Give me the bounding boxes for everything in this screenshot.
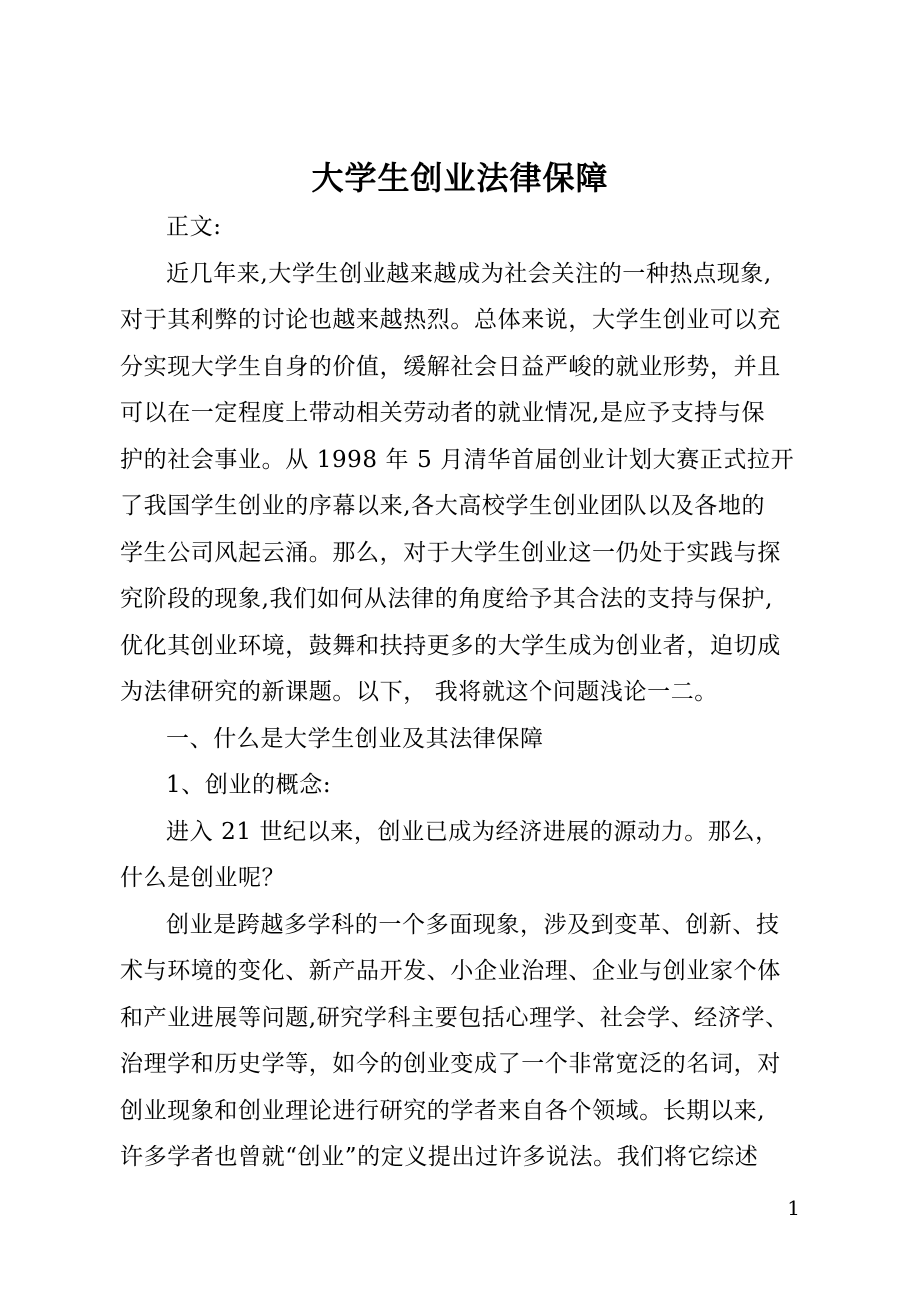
body-line: 为法律研究的新课题。以下， 我将就这个问题浅论一二。 — [120, 679, 718, 705]
body-line: 可以在一定程度上带动相关劳动者的就业情况,是应予支持与保 — [120, 400, 766, 426]
body-line: 分实现大学生自身的价值，缓解社会日益严峻的就业形势，并且 — [120, 353, 781, 380]
body-line-paragraph-2-start: 进入 21 世纪以来，创业已成为经济进展的源动力。那么， — [166, 818, 779, 845]
section-heading-1: 一、什么是大学生创业及其法律保障 — [166, 725, 544, 752]
body-line: 对于其利弊的讨论也越来越热烈。总体来说，大学生创业可以充 — [120, 307, 781, 333]
subsection-heading-1: 1、创业的概念: — [166, 772, 332, 798]
body-line: 学生公司风起云涌。那么，对于大学生创业这一仍处于实践与探 — [120, 539, 781, 566]
body-line: 治理学和历史学等，如今的创业变成了一个非常宽泛的名词，对 — [120, 1051, 781, 1077]
body-line: 术与环境的变化、新产品开发、小企业治理、企业与创业家个体 — [120, 958, 781, 984]
document-body — [120, 204, 810, 1181]
body-line: 创业现象和创业理论进行研究的学者来自各个领域。长期以来, — [120, 1097, 766, 1124]
body-line: 究阶段的现象,我们如何从法律的角度给予其合法的支持与保护, — [120, 586, 774, 612]
document-title: 大学生创业法律保障 — [311, 159, 609, 197]
body-line: 了我国学生创业的序幕以来,各大高校学生创业团队以及各地的 — [120, 493, 766, 519]
body-line: 和产业进展等问题,研究学科主要包括心理学、社会学、经济学、 — [120, 1004, 789, 1031]
body-line: 什么是创业呢？ — [120, 865, 286, 891]
body-line-paragraph-1-start: 近几年来,大学生创业越来越成为社会关注的一种热点现象, — [166, 260, 772, 287]
body-line-paragraph-3-start: 创业是跨越多学科的一个多面现象，涉及到变革、创新、技 — [166, 911, 780, 938]
page-number: 1 — [787, 1196, 800, 1220]
body-line: 许多学者也曾就“创业”的定义提出过许多说法。我们将它综述 — [120, 1144, 759, 1170]
body-line: 优化其创业环境，鼓舞和扶持更多的大学生成为创业者，迫切成 — [120, 632, 781, 659]
body-line: 护的社会事业。从 1998 年 5 月清华首届创业计划大赛正式拉开 — [120, 446, 795, 473]
body-line-heading-zhengwen: 正文: — [166, 214, 222, 240]
